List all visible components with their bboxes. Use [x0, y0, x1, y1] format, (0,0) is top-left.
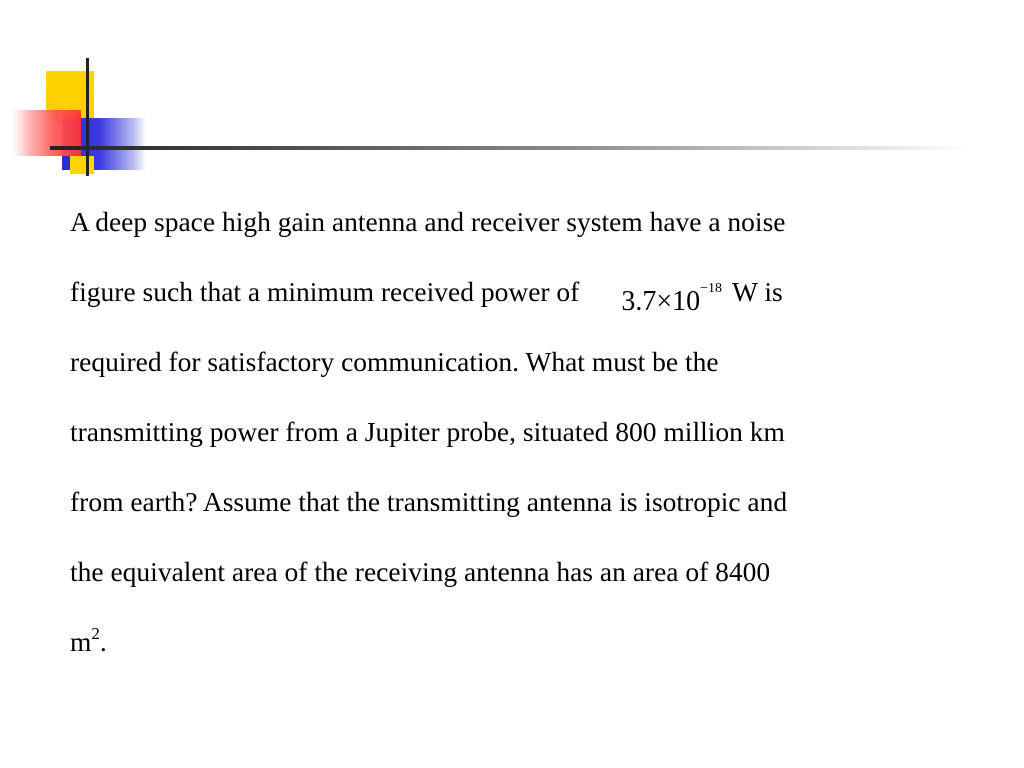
area-unit-superscript: 2	[91, 624, 100, 643]
body-line-2-text: figure such that a minimum received power of	[70, 276, 580, 307]
sentence-end: .	[99, 626, 107, 657]
body-line-3: required for satisfactory communication. What must be the	[70, 346, 719, 377]
body-line-5: from earth? Assume that the transmitting antenna is isotropic and	[70, 486, 788, 517]
formula-exponent: −18	[700, 281, 723, 296]
slide-body-text	[70, 200, 980, 690]
power-formula	[621, 280, 722, 329]
formula-times: ×	[656, 286, 673, 317]
area-unit: m	[70, 626, 92, 657]
logo-yellow-accent	[70, 156, 94, 174]
body-line-4: transmitting power from a Jupiter probe, situated 800 million km	[70, 416, 785, 447]
formula-mantissa: 3.7	[621, 286, 657, 317]
formula-unit-text: W is	[732, 276, 783, 307]
title-divider-line	[50, 146, 970, 150]
logo-vertical-line	[86, 58, 89, 176]
formula-base: 10	[672, 286, 701, 317]
body-line-2	[70, 270, 980, 340]
slide-logo-decoration	[0, 0, 1024, 190]
body-line-6: the equivalent area of the receiving antenna has an area of 8400	[70, 556, 771, 587]
body-line-7	[70, 620, 980, 690]
body-line-1: A deep space high gain antenna and receiver system have a noise	[70, 206, 786, 237]
